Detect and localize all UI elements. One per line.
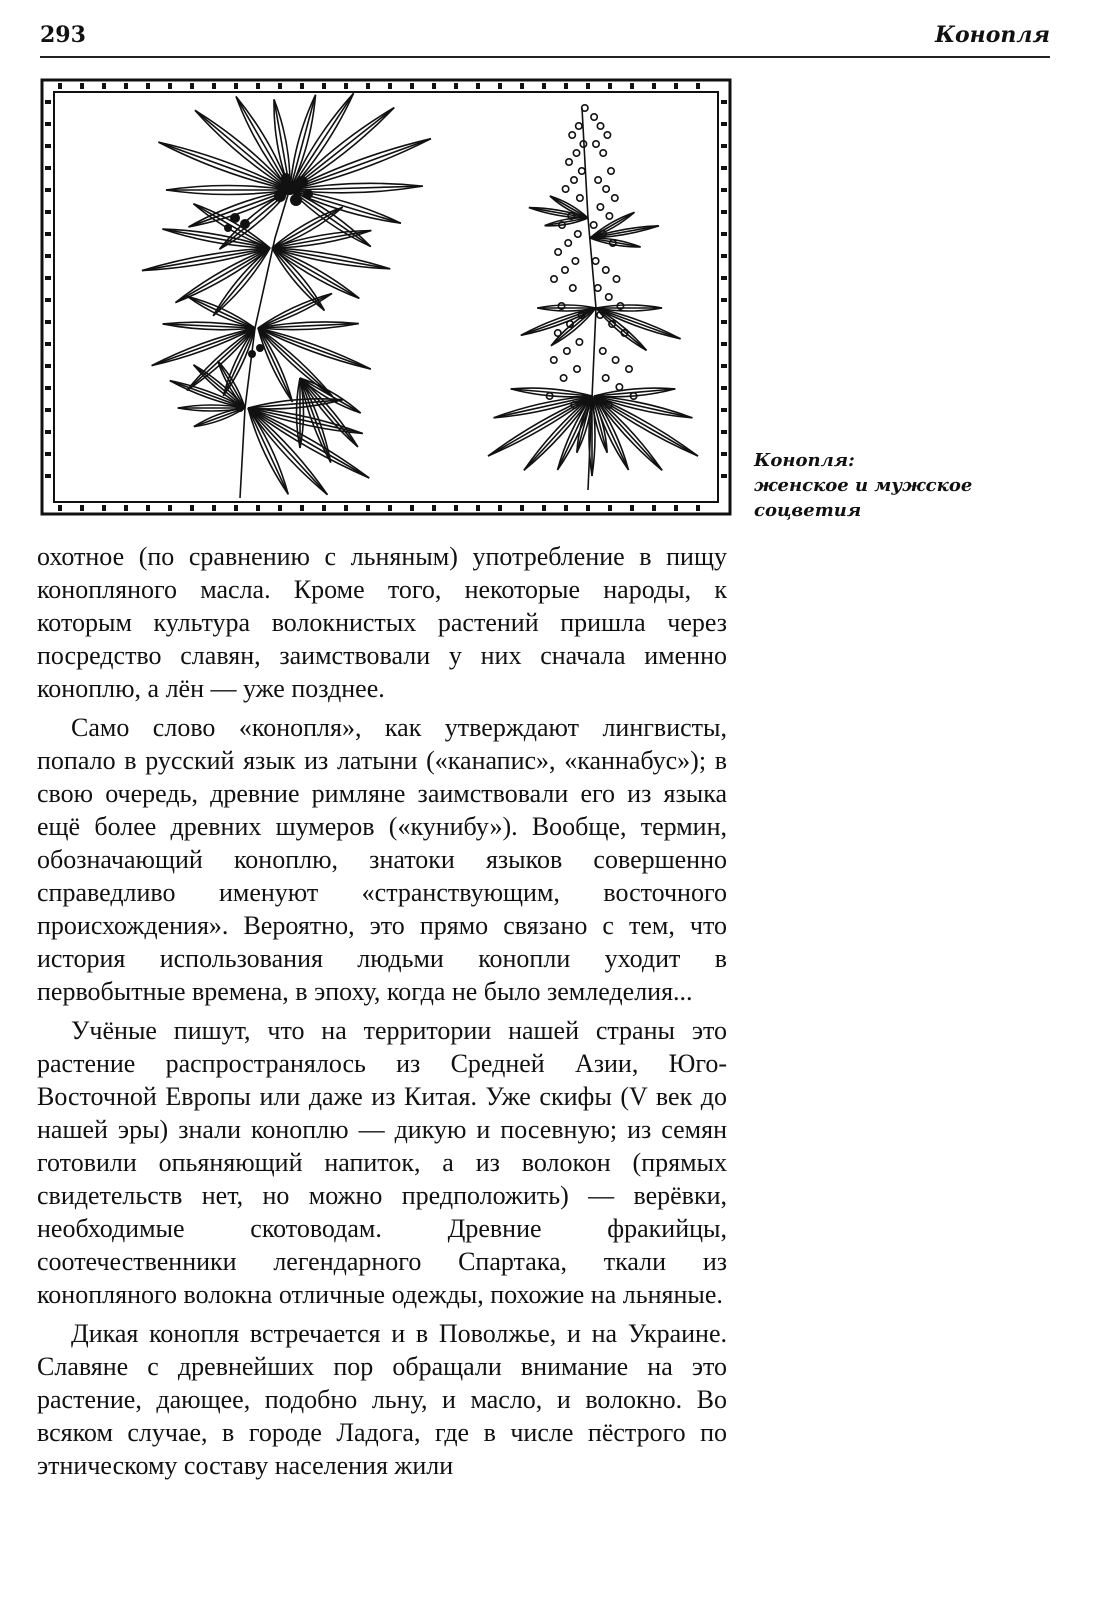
hemp-illustration bbox=[40, 78, 732, 516]
caption-line: женское и мужское bbox=[754, 475, 973, 496]
illustration-drawing bbox=[40, 78, 732, 516]
female-plant-drawing bbox=[142, 93, 431, 498]
paragraph: Дикая конопля встречается и в Поволжье, и на Украине. Славяне с древнейших пор обращали внимание на это растение, дающее, подобно льну, и масло, и волокно. Во всяком случае, в городе Ладога, где в числе пёстрого по этническому составу населения жили bbox=[37, 1319, 727, 1480]
running-title: Конопля bbox=[934, 22, 1050, 48]
caption-line: соцветия bbox=[754, 500, 862, 521]
body-text bbox=[37, 540, 727, 1488]
figure-caption bbox=[754, 448, 994, 523]
paragraph: Само слово «конопля», как утверждают лингвисты, попало в русский язык из латыни («канапис», «каннабус»); в свою очередь, древние римляне заимствовали его из языка ещё более древних шумеров («кунибу»). Вообще, термин, обозначающий коноплю, знатоки языков совершенно справедливо именуют «странствующим, восточного происхождения». Вероятно, это прямо связано с тем, что история использования людьми конопли уходит в первобытные времена, в эпоху, когда не было земледелия... bbox=[37, 713, 727, 1006]
paragraph: охотное (по сравнению с льняным) употребление в пищу конопляного масла. Кроме того, некоторые народы, к которым культура волокнистых растений пришла через посредство славян, заимствовали у них сначала именно коноплю, а лён — уже позднее. bbox=[37, 542, 727, 703]
paragraph: Учёные пишут, что на территории нашей страны это растение распространялось из Средней Азии, Юго-Восточной Европы или даже из Китая. Уже скифы (V век до нашей эры) знали коноплю — дикую и посевную; из семян готовили опьяняющий напиток, а из волокон (прямых свидетельств нет, но можно предположить) — верёвки, необходимые скотоводам. Древние фракийцы, соотечественники легендарного Спартака, ткали из конопляного волокна отличные одежды, похожие на льняные. bbox=[37, 1016, 727, 1309]
page-header bbox=[40, 22, 1050, 58]
caption-line: Конопля: bbox=[754, 450, 855, 471]
male-plant-drawing bbox=[488, 105, 698, 490]
page-number: 293 bbox=[40, 22, 86, 48]
